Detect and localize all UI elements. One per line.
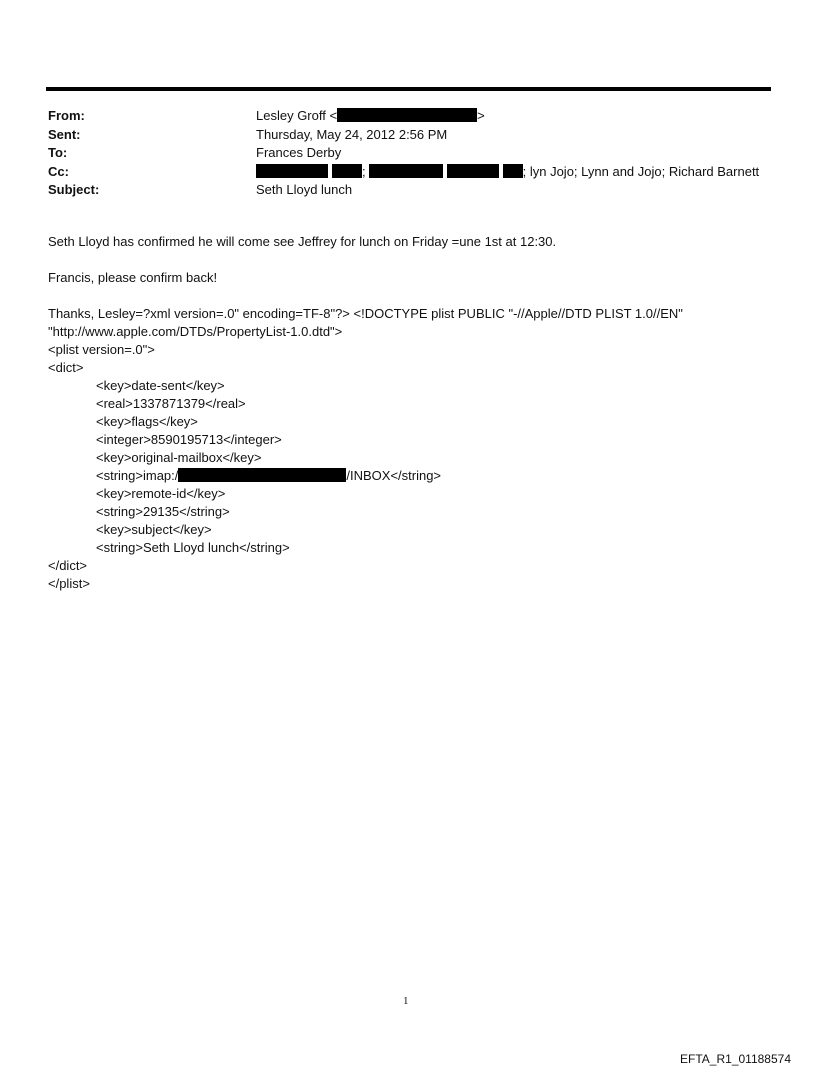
imap-suffix: /INBOX</string> bbox=[346, 468, 442, 483]
body-line: "http://www.apple.com/DTDs/PropertyList-1.0.dtd"> bbox=[48, 324, 343, 339]
imap-prefix: <string>imap:/ bbox=[96, 468, 179, 483]
body-line: Thanks, Lesley=?xml version=.0" encoding=TF-8"?> <!DOCTYPE plist PUBLIC "-//Apple//DTD PLIST 1.0//EN" bbox=[48, 306, 683, 321]
body-line: </dict> bbox=[48, 558, 88, 573]
cc-value bbox=[256, 163, 759, 182]
plist-line: <string>Seth Lloyd lunch</string> bbox=[96, 540, 290, 555]
redaction-block bbox=[332, 164, 362, 178]
cc-recipients: ; lyn Jojo; Lynn and Jojo; Richard Barnett bbox=[522, 163, 760, 179]
redaction-block bbox=[447, 164, 499, 178]
document-id: EFTA_R1_01188574 bbox=[680, 1052, 791, 1066]
redaction-block bbox=[178, 468, 346, 482]
from-close: > bbox=[477, 108, 485, 123]
from-value bbox=[256, 107, 485, 126]
redaction-block bbox=[503, 164, 523, 178]
email-body bbox=[48, 233, 683, 593]
header-rule bbox=[46, 87, 771, 91]
plist-line: <key>date-sent</key> bbox=[96, 378, 225, 393]
subject-label: Subject: bbox=[48, 182, 100, 197]
from-name: Lesley Groff < bbox=[256, 108, 338, 123]
redaction-block bbox=[369, 164, 443, 178]
redaction-block bbox=[256, 164, 328, 178]
cc-separator: ; bbox=[362, 163, 366, 179]
cc-label: Cc: bbox=[48, 163, 69, 179]
body-line: <dict> bbox=[48, 360, 84, 375]
plist-line: <integer>8590195713</integer> bbox=[96, 432, 282, 447]
sent-label: Sent: bbox=[48, 126, 81, 142]
to-label: To: bbox=[48, 145, 68, 160]
plist-line: <real>1337871379</real> bbox=[96, 396, 246, 411]
plist-line: <key>remote-id</key> bbox=[96, 486, 226, 501]
subject-value: Seth Lloyd lunch bbox=[256, 182, 353, 197]
plist-line: <key>original-mailbox</key> bbox=[96, 450, 262, 465]
body-line: Seth Lloyd has confirmed he will come see Jeffrey for lunch on Friday =une 1st at 12:30. bbox=[48, 234, 557, 249]
redaction-block bbox=[337, 108, 477, 122]
body-line: <plist version=.0"> bbox=[48, 342, 155, 357]
plist-line bbox=[48, 467, 683, 485]
to-value: Frances Derby bbox=[256, 145, 342, 160]
body-line: </plist> bbox=[48, 576, 90, 591]
from-label: From: bbox=[48, 108, 85, 123]
plist-line: <key>subject</key> bbox=[96, 522, 212, 537]
sent-value: Thursday, May 24, 2012 2:56 PM bbox=[256, 126, 448, 142]
body-line: Francis, please confirm back! bbox=[48, 270, 218, 285]
plist-line: <string>29135</string> bbox=[96, 504, 230, 519]
plist-line: <key>flags</key> bbox=[96, 414, 198, 429]
page-number: 1 bbox=[403, 995, 409, 1007]
